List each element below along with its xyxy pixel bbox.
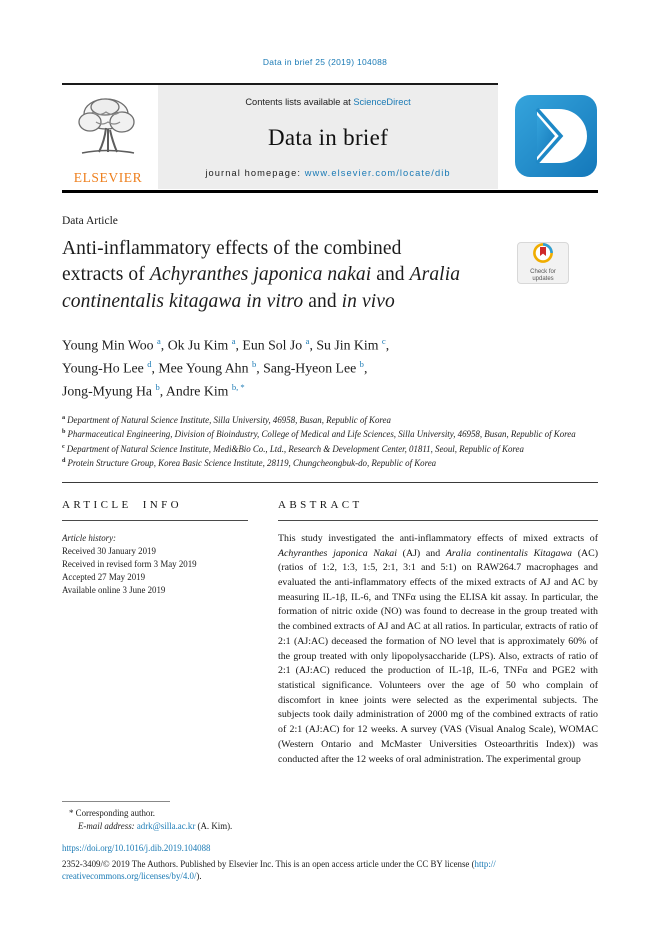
check-for-updates-badge[interactable] xyxy=(517,242,569,284)
history-accepted: Accepted 27 May 2019 xyxy=(62,571,146,582)
elsevier-tree-icon xyxy=(72,92,144,169)
elsevier-logo xyxy=(62,85,158,189)
history-online: Available online 3 June 2019 xyxy=(62,584,166,595)
email-line[interactable]: E-mail address: adrk@silla.ac.kr (A. Kim). xyxy=(78,820,233,831)
affiliations xyxy=(62,412,598,469)
article-title: Anti-inflammatory effects of the combined extracts of Achyranthes japonica nakai and Aralia continentalis kitagawa in vitro and in vivo xyxy=(62,237,461,312)
masthead-left xyxy=(62,83,498,189)
affiliation-a: $^a$ Department of Natural Science Institute, Silla University, 46958, Busan, Republic of Korea xyxy=(62,414,391,426)
contents-list-line[interactable]: Contents lists available at ScienceDirect xyxy=(245,97,411,107)
article-history xyxy=(62,532,248,597)
license-line[interactable]: 2352-3409/© 2019 The Authors. Published by Elsevier Inc. This is an open access article under the CC BY license (http:// creativecommons.org/licenses/by/4.0/). xyxy=(62,858,496,881)
footnote-rule xyxy=(62,801,170,802)
abstract-text: This study investigated the anti-inflammatory effects of mixed extracts of Achyranthes japonica Nakai (AJ) and Aralia continentalis Kitagawa (AC) (ratios of 1:2, 1:3, 1:5, 2:1, 3:1 and 5:1) on RAW264.7 macrophages and evaluated the anti-inflammatory effects of the mixed extracts of AJ and AC by measuring IL-1β, IL-6, and TNFα using the ELISA kit assay. In particular, the formation of nitric oxide (NO) was found to decrease in the group treated with the combined extracts of AJ and AC at all ratios. In particular, extracts of ratio of 2:1 (AJ:AC) deceased the formation of NO level that is approximately 60% of the group treated with only lipopolysaccharide (LPS). Also, extracts of ratio of 2:1 (AJ:AC) reduced the production of IL-1β, IL-6, TNFα and PGE2 with statistical significance. Volunteers over the age of 50 who complain of discomfort in knee joints were selected as the experimental subjects. The subjects took daily administration of 2000 mg of the combined extracts of ratio of 2:1 (AJ:AC) for 12 weeks. A survey (VAS (Visual Analog Scale), WOMAC (Western Ontario and McMaster Universities Osteoarthritis Index)) was conducted after the 12 weeks of oral administration. The experimental group xyxy=(278,532,598,765)
abstract-heading: ABSTRACT xyxy=(278,498,363,511)
section-divider-rule xyxy=(62,482,598,483)
affiliation-c: $^c$ Department of Natural Science Institute, Medi&Bio Co., Ltd., Research & Development Center, 01811, Seoul, Republic of Korea xyxy=(62,442,524,454)
elsevier-wordmark: ELSEVIER xyxy=(73,170,143,185)
journal-title: Data in brief xyxy=(267,124,389,150)
history-received: Received 30 January 2019 xyxy=(62,545,156,556)
data-in-brief-logo-icon xyxy=(514,94,598,178)
journal-citation: Data in brief 25 (2019) 104088 xyxy=(262,57,388,67)
article-history-label: Article history: xyxy=(62,532,116,543)
doi-link[interactable]: https://doi.org/10.1016/j.dib.2019.104088 xyxy=(62,843,211,853)
abstract-column xyxy=(278,499,598,767)
page-footer xyxy=(62,843,598,882)
affiliation-b: $^b$ Pharmaceutical Engineering, Division of Bioindustry, College of Medical and Life Sciences, Silla University, 46958, Busan, Republic of Korea xyxy=(62,428,576,440)
check-badge-label: Check for updates xyxy=(530,269,556,282)
article-info-column xyxy=(62,499,248,767)
affiliation-d: $^d$ Protein Structure Group, Korea Basic Science Institute, 28119, Chungcheongbuk-do, Republic of Korea xyxy=(62,456,437,468)
masthead xyxy=(62,83,598,189)
check-for-updates-icon xyxy=(533,243,553,268)
journal-homepage-line[interactable]: journal homepage: www.elsevier.com/locate/dib xyxy=(205,168,451,178)
article-type-label: Data Article xyxy=(62,214,118,227)
history-revised: Received in revised form 3 May 2019 xyxy=(62,558,197,569)
article-info-heading: ARTICLE INFO xyxy=(62,498,182,511)
journal-banner xyxy=(158,85,498,189)
corresponding-author-footnote xyxy=(62,801,392,832)
author-list: Young Min Woo $^a$, Ok Ju Kim $^a$, Eun Sol Jo $^a$, Su Jin Kim $^c$, Young-Ho Lee $^d$, Mee Young Ahn $^b$, Sang-Hyeon Lee $^b$, Jong-Myung Ha $^b$, Andre Kim $^{b, *}$ xyxy=(62,336,390,399)
masthead-bottom-rule xyxy=(62,190,598,193)
corresponding-author-line: * Corresponding author. xyxy=(69,808,156,818)
